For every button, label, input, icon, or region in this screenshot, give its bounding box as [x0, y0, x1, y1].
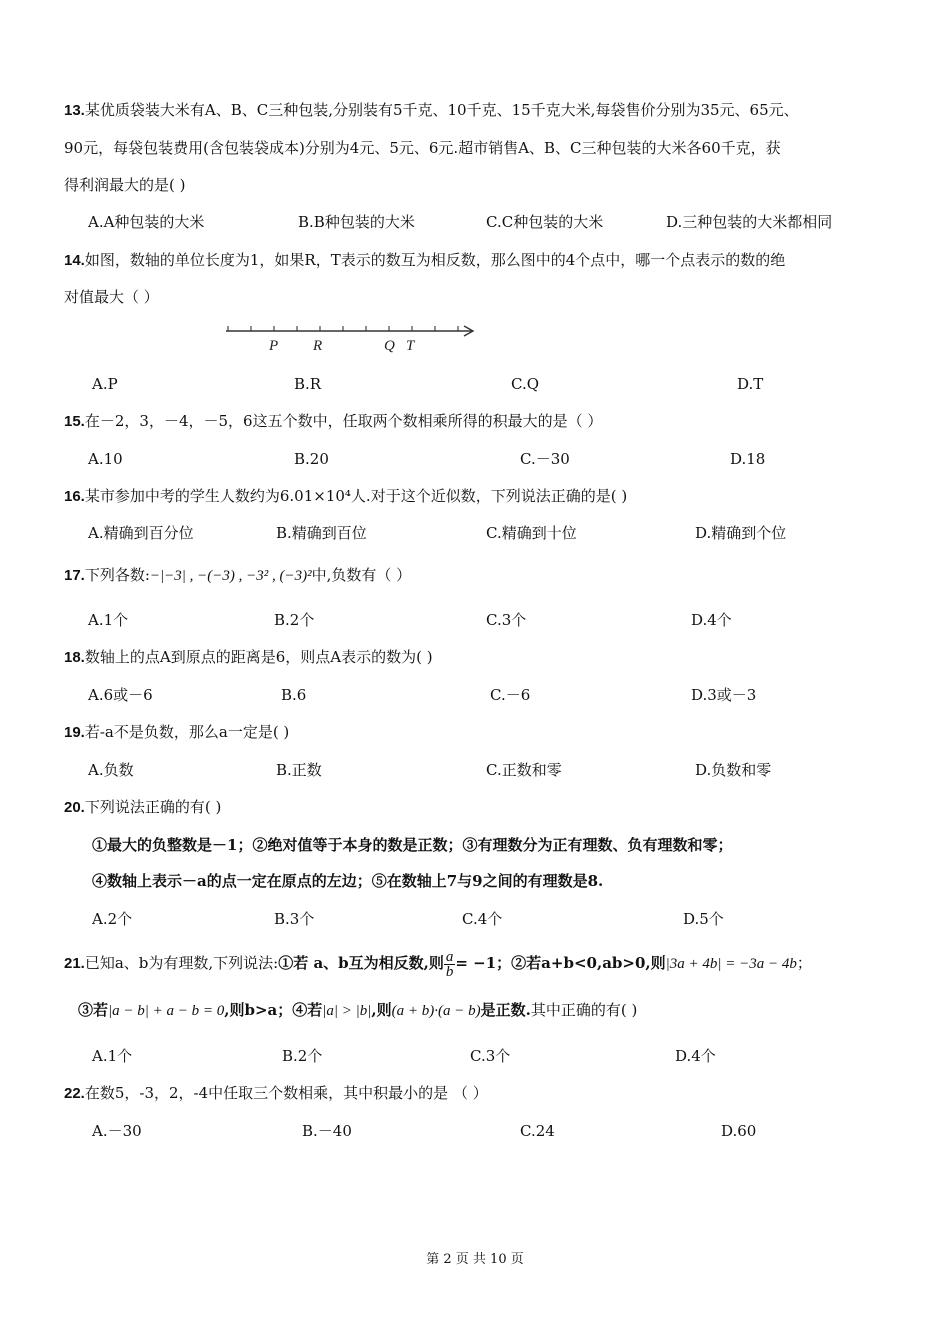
q19-number: 19.	[64, 724, 85, 741]
q15-option-a: A.10	[88, 450, 123, 468]
q21-line1: 21.已知a、b为有理数,下列说法:①若 a、b互为相反数,则 $\frac{a}{b}$ = −1；②若a+b<0,ab>0,则|3a + 4b| = −3a − 4b；	[64, 948, 812, 980]
q13-option-d: D.三种包装的大米都相同	[666, 213, 833, 231]
q14-option-c: C.Q	[511, 375, 540, 393]
q19-option-d: D.负数和零	[695, 761, 772, 779]
q15-option-c: C.－30	[520, 450, 570, 468]
q16-option-a: A.精确到百分位	[88, 524, 194, 542]
q17-option-c: C.3个	[486, 611, 527, 629]
q13-option-a: A.A种包装的大米	[88, 213, 205, 231]
q19-line1: 19.若-a不是负数，那么a一定是( )	[64, 723, 290, 741]
number-line-figure	[220, 318, 480, 358]
point-label-r: R	[313, 338, 323, 354]
q16-option-c: C.精确到十位	[486, 524, 577, 542]
q16-option-d: D.精确到个位	[695, 524, 787, 542]
q17-option-a: A.1个	[88, 611, 129, 629]
q18-number: 18.	[64, 649, 85, 666]
q20-option-a: A.2个	[92, 910, 133, 928]
q18-option-a: A.6或－6	[88, 686, 153, 704]
q14-option-b: B.R	[294, 375, 322, 393]
q15-option-b: B.20	[294, 450, 329, 468]
point-label-p: P	[269, 338, 279, 354]
q16-line1: 16.某市参加中考的学生人数约为6.01×10⁴人.对于这个近似数，下列说法正确的是( )	[64, 487, 628, 505]
q14-line1: 14.如图，数轴的单位长度为1，如果R，T表示的数互为相反数，那么图中的4个点中，哪一个点表示的数的绝	[64, 251, 786, 269]
q14-option-d: D.T	[737, 375, 764, 393]
q14-option-a: A.P	[92, 375, 118, 393]
q21-line2: ③若|a − b| + a − b = 0,则b>a；④若|a| > |b|,则(a + b)·(a − b)是正数.其中正确的有( )	[78, 1001, 638, 1019]
q13-option-b: B.B种包装的大米	[298, 213, 415, 231]
q16-number: 16.	[64, 488, 85, 505]
q18-option-d: D.3或－3	[691, 686, 757, 704]
q21-fraction: $\frac{a}{b}$	[445, 948, 454, 980]
q14-line2: 对值最大（ ）	[64, 288, 159, 306]
q18-option-c: C.－6	[490, 686, 531, 704]
q17-option-d: D.4个	[691, 611, 732, 629]
q22-number: 22.	[64, 1085, 85, 1102]
q22-option-b: B.－40	[302, 1122, 352, 1140]
q21-option-a: A.1个	[92, 1047, 133, 1065]
q15-option-d: D.18	[730, 450, 766, 468]
q21-number: 21.	[64, 955, 85, 972]
q14-number: 14.	[64, 252, 85, 269]
page-footer: 第 2 页 共 10 页	[426, 1252, 524, 1267]
point-label-q: Q	[384, 338, 395, 354]
number-line-ticks	[228, 326, 458, 331]
q15-line1: 15.在－2，3，－4，－5，6这五个数中，任取两个数相乘所得的积最大的是（ ）	[64, 412, 603, 430]
q21-abs-expression: |3a + 4b| = −3a − 4b	[665, 956, 797, 972]
q20-option-d: D.5个	[683, 910, 724, 928]
q22-option-d: D.60	[721, 1122, 757, 1140]
q20-number: 20.	[64, 799, 85, 816]
q22-option-c: C.24	[520, 1122, 555, 1140]
q13-number: 13.	[64, 102, 85, 119]
q17-number: 17.	[64, 567, 85, 584]
q22-line1: 22.在数5，-3，2，-4中任取三个数相乘，其中积最小的是 （ ）	[64, 1084, 488, 1102]
q21-option-d: D.4个	[675, 1047, 716, 1065]
q22-option-a: A.－30	[92, 1122, 142, 1140]
q19-option-c: C.正数和零	[486, 761, 562, 779]
q21-option-b: B.2个	[282, 1047, 323, 1065]
q18-option-b: B.6	[281, 686, 307, 704]
q17-expression: −|−3| , −(−3) , −3² , (−3)²	[149, 568, 312, 584]
q16-option-b: B.精确到百位	[276, 524, 367, 542]
q17-line1: 17.下列各数:−|−3| , −(−3) , −3² , (−3)²中,负数有（ ）	[64, 566, 412, 584]
q20-statements-1: ①最大的负整数是－1；②绝对值等于本身的数是正数；③有理数分为正有理数、负有理数和零；	[92, 836, 733, 854]
q20-option-c: C.4个	[462, 910, 503, 928]
q18-line1: 18.数轴上的点A到原点的距离是6，则点A表示的数为( )	[64, 648, 433, 666]
q15-number: 15.	[64, 413, 85, 430]
point-label-t: T	[406, 338, 415, 354]
q20-line1: 20.下列说法正确的有( )	[64, 798, 222, 816]
q20-statements-2: ④数轴上表示－a的点一定在原点的左边；⑤在数轴上7与9之间的有理数是8.	[92, 872, 604, 890]
q19-option-a: A.负数	[88, 761, 134, 779]
q20-option-b: B.3个	[274, 910, 315, 928]
q13-option-c: C.C种包装的大米	[486, 213, 604, 231]
q13-line2: 90元，每袋包装费用(含包装袋成本)分别为4元、5元、6元.超市销售A、B、C三种包装的大米各60千克，获	[64, 139, 781, 157]
q17-option-b: B.2个	[274, 611, 315, 629]
q21-option-c: C.3个	[470, 1047, 511, 1065]
q19-option-b: B.正数	[276, 761, 322, 779]
q13-line1: 13.某优质袋装大米有A、B、C三种包装,分别装有5千克、10千克、15千克大米,每袋售价分别为35元、65元、	[64, 101, 799, 119]
q13-line3: 得利润最大的是( )	[64, 176, 186, 194]
